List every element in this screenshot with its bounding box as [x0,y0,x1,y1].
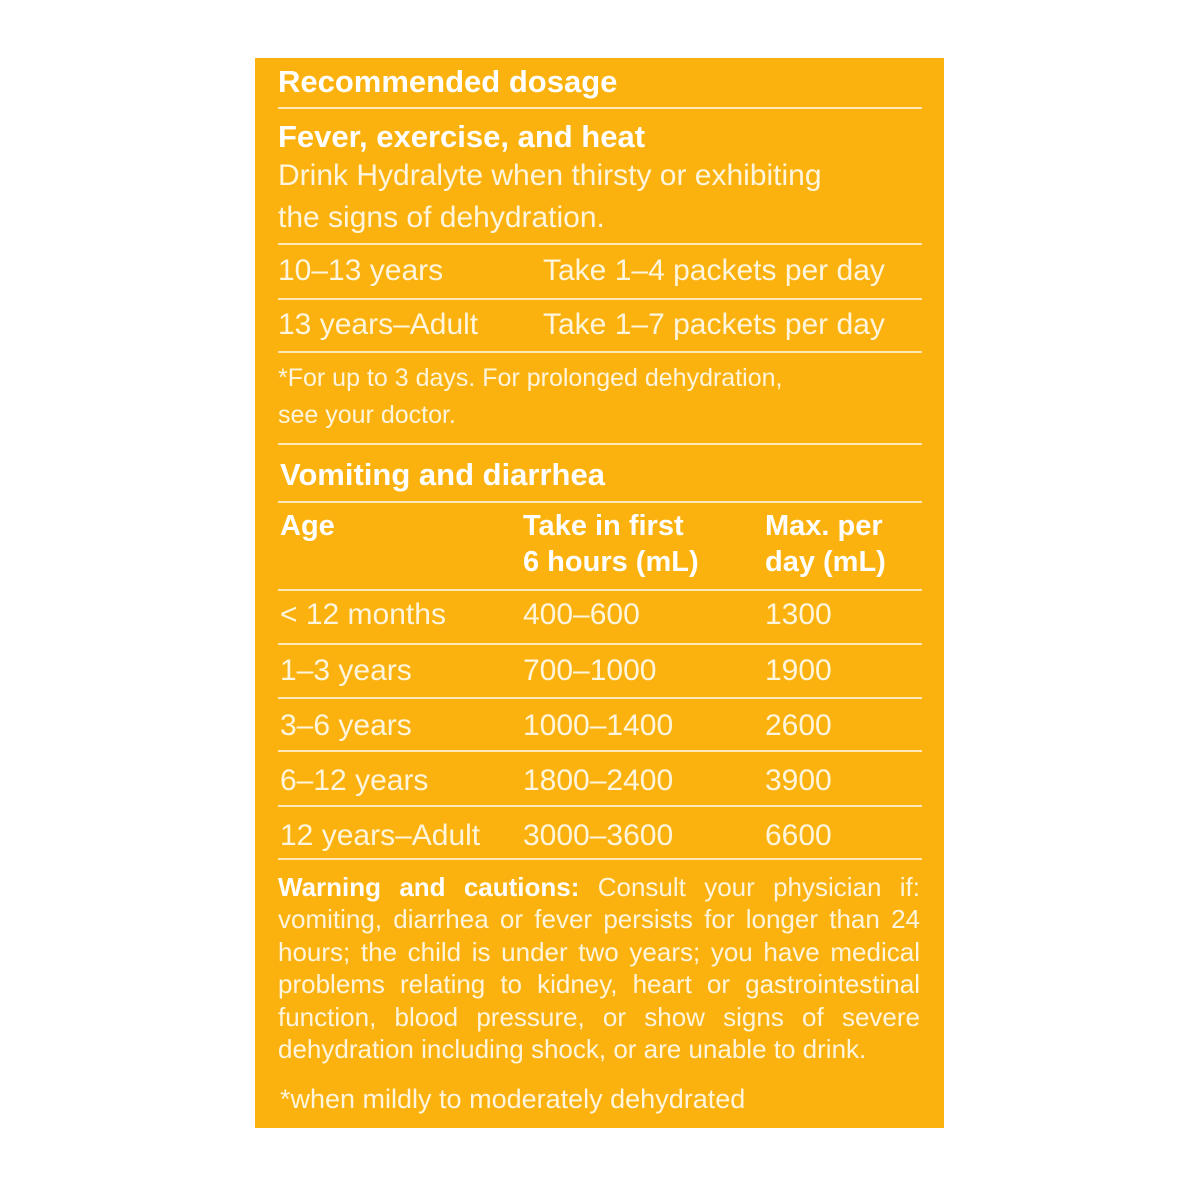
page-title: Recommended dosage [278,64,618,99]
table-cell-age: 1–3 years [280,654,412,687]
fever-intro-line1: Drink Hydralyte when thirsty or exhibiting [278,159,822,192]
divider [278,805,922,807]
divider [278,443,922,445]
warning-text: Consult your physician if: vomiting, diarrhea or fever persists for longer than 24 hours; the child is under two years; you have medical problems relating to kidney, heart or gastrointestinal function, blood pressure, or show signs of severe dehydration including shock, or are unable to drink. [278,872,920,1065]
column-header-age: Age [280,510,335,542]
fever-row-age: 10–13 years [278,254,444,287]
divider [278,697,922,699]
warning-label: Warning and cautions: [278,872,580,902]
column-header-first-line1: Take in first [523,510,684,542]
table-cell-max: 1300 [765,598,832,631]
table-cell-first: 400–600 [523,598,640,631]
table-cell-max: 1900 [765,654,832,687]
warning-paragraph [278,871,920,1065]
divider [278,107,922,109]
table-cell-max: 6600 [765,819,832,852]
column-header-max-line1: Max. per [765,510,883,542]
footnote: *when mildly to moderately dehydrated [280,1084,746,1114]
divider [278,643,922,645]
vomiting-heading: Vomiting and diarrhea [280,457,605,492]
table-cell-age: < 12 months [280,598,446,631]
fever-intro-line2: the signs of dehydration. [278,201,605,234]
divider [278,858,922,860]
divider [278,243,922,245]
divider [278,298,922,300]
table-cell-max: 3900 [765,764,832,797]
table-cell-first: 1800–2400 [523,764,674,797]
divider [278,351,922,353]
dosage-panel [255,58,944,1128]
divider [278,501,922,503]
table-cell-age: 12 years–Adult [280,819,481,852]
divider [278,750,922,752]
table-cell-first: 3000–3600 [523,819,674,852]
fever-note-line2: see your doctor. [278,401,456,429]
column-header-first-line2: 6 hours (mL) [523,546,699,578]
fever-heading: Fever, exercise, and heat [278,119,646,154]
table-cell-max: 2600 [765,709,832,742]
table-cell-age: 6–12 years [280,764,429,797]
fever-note-line1: *For up to 3 days. For prolonged dehydration, [278,364,783,392]
divider [278,589,922,591]
table-cell-first: 1000–1400 [523,709,674,742]
column-header-max-line2: day (mL) [765,546,886,578]
fever-row-dose: Take 1–7 packets per day [543,308,885,341]
table-cell-age: 3–6 years [280,709,412,742]
fever-row-dose: Take 1–4 packets per day [543,254,885,287]
table-cell-first: 700–1000 [523,654,657,687]
fever-row-age: 13 years–Adult [278,308,479,341]
